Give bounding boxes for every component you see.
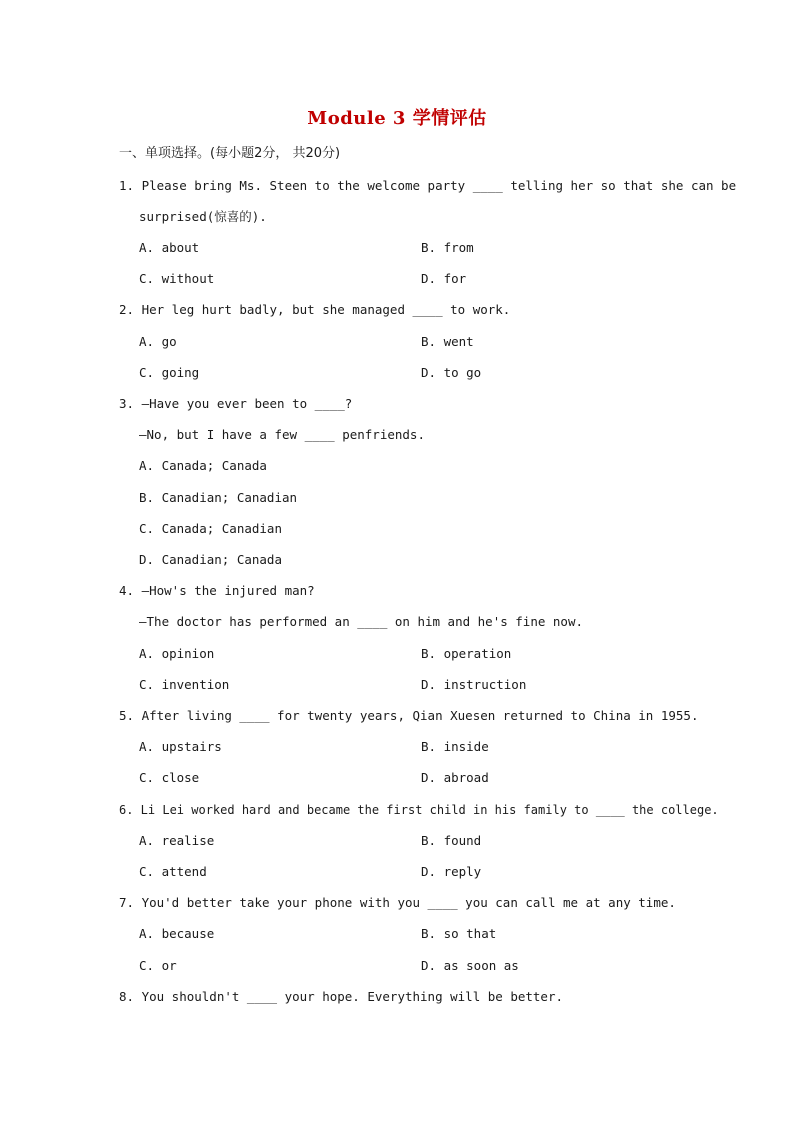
- question-2-option-a: A. go: [139, 334, 177, 349]
- question-5-stem: 5. After living ____ for twenty years, Qian Xuesen returned to China in 1955.: [119, 708, 699, 723]
- question-3-option-b: B. Canadian; Canadian: [139, 490, 298, 505]
- question-5-option-d: D. abroad: [421, 770, 489, 785]
- question-7-option-b: B. so that: [421, 926, 497, 941]
- question-3-reply: —No, but I have a few ____ penfriends.: [139, 427, 425, 442]
- question-4-reply: —The doctor has performed an ____ on him and he's fine now.: [139, 614, 584, 629]
- question-1-option-c: C. without: [139, 271, 215, 286]
- question-4-option-a: A. opinion: [139, 646, 215, 661]
- question-4-option-d: D. instruction: [421, 677, 527, 692]
- section-heading: 一、单项选择。(每小题2分， 共20分): [119, 146, 341, 161]
- question-7-option-c: C. or: [139, 958, 177, 973]
- question-2-option-b: B. went: [421, 334, 474, 349]
- question-7-option-d: D. as soon as: [421, 958, 519, 973]
- question-6-stem: 6. Li Lei worked hard and became the first child in his family to ____ the college.: [119, 803, 719, 817]
- question-3-option-a: A. Canada; Canada: [139, 458, 267, 473]
- question-7-option-a: A. because: [139, 926, 215, 941]
- question-2-option-d: D. to go: [421, 365, 482, 380]
- question-1-stem-continued: surprised(惊喜的).: [139, 209, 267, 224]
- page-title: Module 3 学情评估: [307, 108, 487, 129]
- question-5-option-b: B. inside: [421, 739, 489, 754]
- question-7-stem: 7. You'd better take your phone with you ____ you can call me at any time.: [119, 895, 676, 910]
- question-4-option-b: B. operation: [421, 646, 512, 661]
- question-1-option-a: A. about: [139, 240, 200, 255]
- question-3-stem: 3. —Have you ever been to ____?: [119, 396, 353, 411]
- question-2-option-c: C. going: [139, 365, 200, 380]
- question-4-option-c: C. invention: [139, 677, 230, 692]
- question-6-option-d: D. reply: [421, 864, 482, 879]
- question-8-stem: 8. You shouldn't ____ your hope. Everything will be better.: [119, 989, 564, 1004]
- question-3-option-d: D. Canadian; Canada: [139, 552, 282, 567]
- question-3-option-c: C. Canada; Canadian: [139, 521, 282, 536]
- question-6-option-c: C. attend: [139, 864, 207, 879]
- question-1-option-b: B. from: [421, 240, 474, 255]
- question-5-option-c: C. close: [139, 770, 200, 785]
- question-6-option-a: A. realise: [139, 833, 215, 848]
- question-1-stem: 1. Please bring Ms. Steen to the welcome party ____ telling her so that she can be: [119, 178, 737, 193]
- question-1-option-d: D. for: [421, 271, 467, 286]
- question-2-stem: 2. Her leg hurt badly, but she managed ____ to work.: [119, 302, 511, 317]
- question-4-stem: 4. —How's the injured man?: [119, 583, 315, 598]
- question-6-option-b: B. found: [421, 833, 482, 848]
- question-5-option-a: A. upstairs: [139, 739, 222, 754]
